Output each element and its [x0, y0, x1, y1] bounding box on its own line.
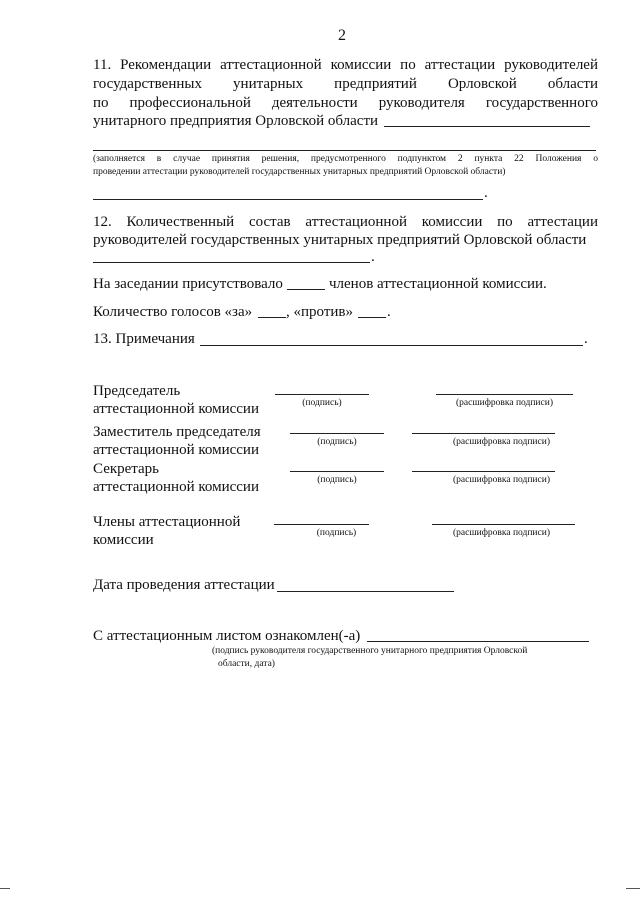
acquainted-caption-1: (подпись руководителя государственного унитарного предприятия Орловской	[212, 646, 528, 656]
section-11-line-4: унитарного предприятия Орловской области	[93, 113, 379, 129]
deputy-label-1: Заместитель председателя	[93, 424, 261, 440]
chairman-decode-line[interactable]	[436, 394, 573, 395]
page-edge-mark-left	[0, 888, 10, 889]
present-label-after: членов аттестационной комиссии.	[329, 276, 547, 292]
section-12-line-2: руководителей государственных унитарных предприятий Орловской области	[93, 232, 587, 248]
section-11-line-3: по профессиональной деятельности руководителя государственного	[93, 95, 598, 111]
acquainted-caption-2: области, дата)	[218, 659, 275, 669]
section-11-note-line-1: (заполняется в случае принятия решения, предусмотренного подпунктом 2 пункта 22 Положения о	[93, 154, 598, 164]
acquainted-signature-line[interactable]	[367, 641, 589, 642]
votes-against-label: , «против»	[286, 304, 353, 320]
members-label-1: Члены аттестационной	[93, 514, 241, 530]
page-number: 2	[338, 27, 346, 44]
chairman-signature-caption: (подпись)	[302, 398, 342, 408]
secretary-signature-line[interactable]	[290, 471, 384, 472]
members-decode-caption: (расшифровка подписи)	[453, 528, 550, 538]
secretary-decode-caption: (расшифровка подписи)	[453, 475, 550, 485]
commission-size-line[interactable]	[93, 262, 370, 263]
members-signature-caption: (подпись)	[316, 528, 357, 538]
deputy-label-2: аттестационной комиссии	[93, 442, 259, 458]
deputy-decode-line[interactable]	[412, 433, 555, 434]
members-signature-line[interactable]	[274, 524, 369, 525]
notes-label: 13. Примечания	[93, 331, 195, 347]
present-count-line[interactable]	[287, 289, 325, 290]
members-label-2: комиссии	[93, 532, 154, 548]
attestation-date-line[interactable]	[277, 591, 454, 592]
recommendation-full-line[interactable]	[93, 150, 596, 151]
deputy-decode-caption: (расшифровка подписи)	[453, 437, 550, 447]
section-12-line-1: 12. Количественный состав аттестационной комиссии по аттестации	[93, 214, 598, 230]
attestation-date-label: Дата проведения аттестации	[93, 577, 275, 593]
chairman-label-2: аттестационной комиссии	[93, 401, 259, 417]
section-11-line-2: государственных унитарных предприятий Орловской области	[93, 76, 598, 92]
note-blank-line[interactable]	[93, 199, 483, 200]
secretary-label-1: Секретарь	[93, 461, 160, 477]
page-edge-mark-right	[626, 888, 640, 889]
votes-end-dot: .	[387, 304, 391, 320]
votes-for-line[interactable]	[258, 317, 286, 318]
chairman-decode-caption: (расшифровка подписи)	[456, 398, 553, 408]
section-11-line-1: 11. Рекомендации аттестационной комиссии по аттестации руководителей	[93, 57, 598, 73]
note-end-dot: .	[484, 185, 488, 201]
chairman-label-1: Председатель	[93, 383, 181, 399]
votes-against-line[interactable]	[358, 317, 386, 318]
secretary-label-2: аттестационной комиссии	[93, 479, 259, 495]
section-12-end-dot: .	[371, 249, 375, 265]
deputy-signature-caption: (подпись)	[317, 437, 357, 447]
acquainted-label: С аттестационным листом ознакомлен(-а)	[93, 628, 361, 644]
notes-end-dot: .	[584, 331, 588, 347]
secretary-signature-caption: (подпись)	[317, 475, 357, 485]
chairman-signature-line[interactable]	[275, 394, 369, 395]
recommendation-blank-line[interactable]	[384, 126, 590, 127]
present-label: На заседании присутствовало	[93, 276, 283, 292]
members-decode-line[interactable]	[432, 524, 575, 525]
votes-for-label: Количество голосов «за»	[93, 304, 253, 320]
section-11-note-line-2: проведении аттестации руководителей государственных унитарных предприятий Орловской области)	[93, 167, 506, 177]
notes-line[interactable]	[200, 345, 583, 346]
deputy-signature-line[interactable]	[290, 433, 384, 434]
secretary-decode-line[interactable]	[412, 471, 555, 472]
